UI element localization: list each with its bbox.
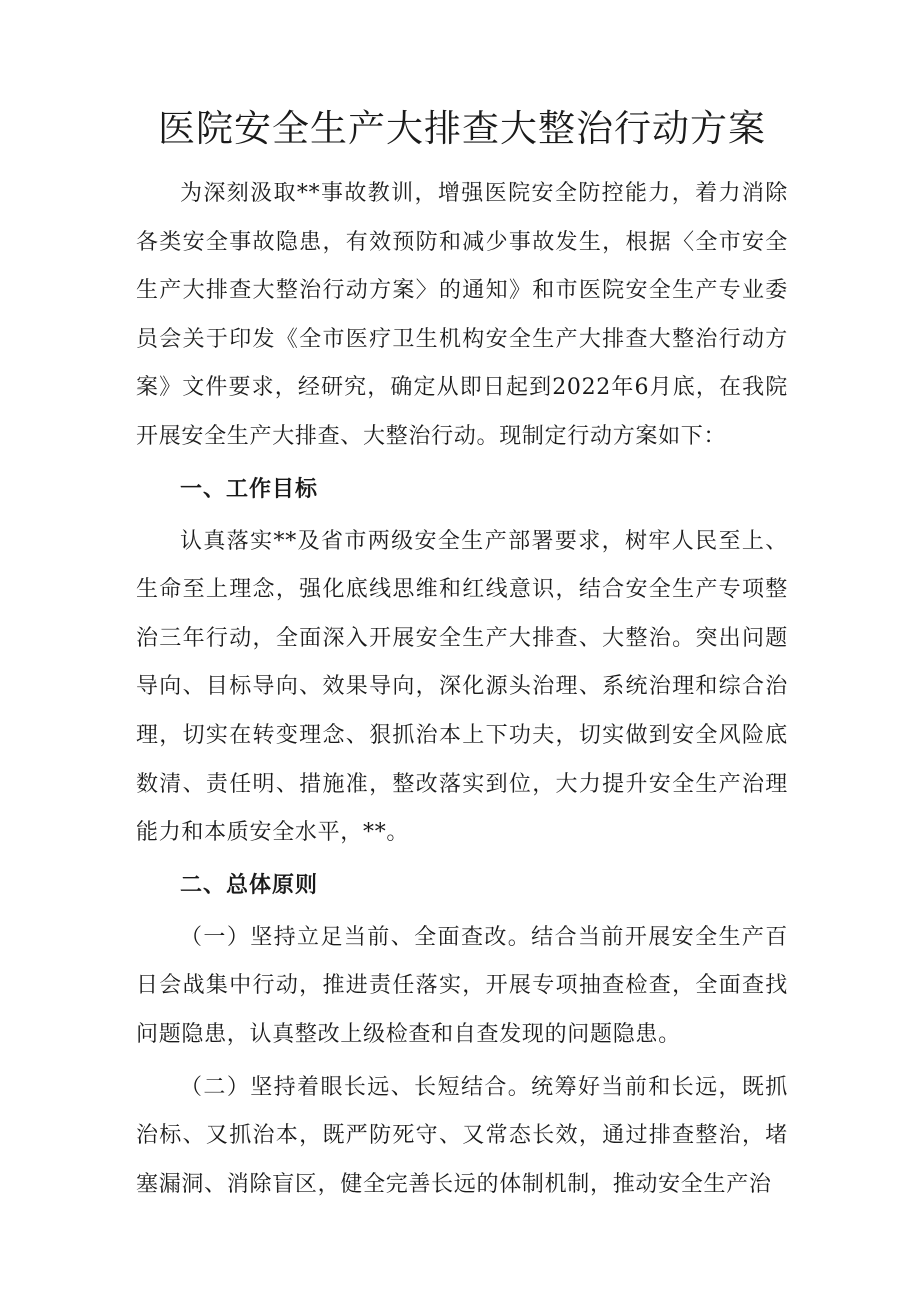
- intro-paragraph: 为深刻汲取**事故教训，增强医院安全防控能力，着力消除各类安全事故隐患，有效预防和减少事故发生，根据〈全市安全生产大排查大整治行动方案〉的通知》和市医院安全生产专业委员会关于印发《全市医疗卫生机构安全生产大排查大整治行动方案》文件要求，经研究，确定从即日起到2022年6月底，在我院开展安全生产大排查、大整治行动。现制定行动方案如下：: [136, 181, 788, 449]
- goals-paragraph: 认真落实**及省市两级安全生产部署要求，树牢人民至上、生命至上理念，强化底线思维和红线意识，结合安全生产专项整治三年行动，全面深入开展安全生产大排查、大整治。突出问题导向、目标导向、效果导向，深化源头治理、系统治理和综合治理，切实在转变理念、狠抓治本上下功夫，切实做到安全风险底数清、责任明、措施准，整改落实到位，大力提升安全生产治理能力和本质安全水平，**。: [136, 528, 788, 846]
- principle-two-paragraph: （二）坚持着眼长远、长短结合。统筹好当前和长远，既抓治标、又抓治本，既严防死守、又常态长效，通过排查整治，堵塞漏洞、消除盲区，健全完善长远的体制机制，推动安全生产治: [136, 1074, 788, 1197]
- section-heading-goals: 一、工作目标: [180, 476, 319, 502]
- principle-one-paragraph: （一）坚持立足当前、全面查改。结合当前开展安全生产百日会战集中行动，推进责任落实，开展专项抽查检查，全面查找问题隐患，认真整改上级检查和自查发现的问题隐患。: [136, 924, 788, 1047]
- document-title: 医院安全生产大排查大整治行动方案: [158, 107, 766, 150]
- section-heading-principles: 二、总体原则: [180, 872, 319, 898]
